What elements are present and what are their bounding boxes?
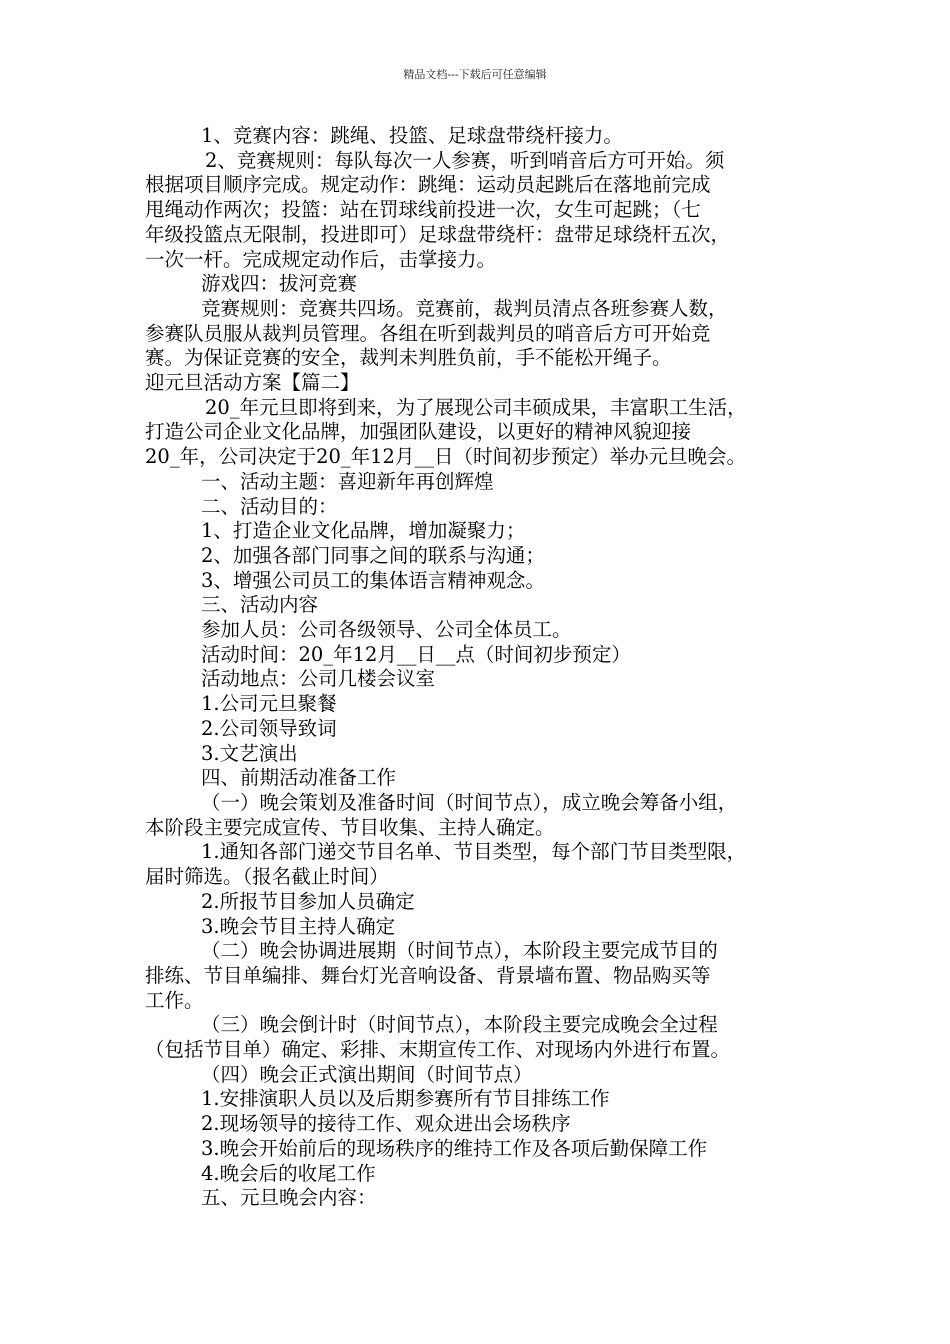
- paragraph-line: 1、竞赛内容：跳绳、投篮、足球盘带绕杆接力。: [201, 124, 623, 147]
- paragraph-line: 排练、节目单编排、舞台灯光音响设备、背景墙布置、物品购买等: [145, 963, 711, 987]
- paragraph-line: 2、竞赛规则：每队每次一人参赛，听到哨音后方可开始。须: [205, 148, 725, 172]
- paragraph-line: 四、前期活动准备工作: [201, 766, 397, 790]
- paragraph-line: 1.公司元旦聚餐: [201, 692, 337, 716]
- paragraph-line: 竞赛规则：竞赛共四场。竞赛前，裁判员清点各班参赛人数，: [201, 296, 728, 320]
- paragraph-line: 一、活动主题：喜迎新年再创辉煌: [201, 469, 494, 493]
- paragraph-line: 参加人员：公司各级领导、公司全体员工。: [201, 618, 572, 642]
- paragraph-line: 赛。为保证竞赛的安全，裁判未判胜负前，手不能松开绳子。: [145, 346, 672, 370]
- paragraph-line: 2.现场领导的接待工作、观众进出会场秩序: [201, 1112, 571, 1136]
- paragraph-line: （一）晚会策划及准备时间（时间节点），成立晚会筹备小组，: [201, 790, 738, 814]
- paragraph-line: 3.晚会开始前后的现场秩序的维持工作及各项后勤保障工作: [201, 1136, 708, 1160]
- paragraph-line: 4.晚会后的收尾工作: [201, 1161, 376, 1185]
- paragraph-line: 2、加强各部门同事之间的联系与沟通；: [201, 543, 545, 567]
- paragraph-line: 甩绳动作两次；投篮：站在罚球线前投进一次，女生可起跳；（七: [145, 198, 701, 222]
- paragraph-line: 工作。: [145, 988, 204, 1012]
- paragraph-line: 届时筛选。（报名截止时间）: [145, 865, 389, 889]
- paragraph-line: 根据项目顺序完成。规定动作：跳绳：运动员起跳后在落地前完成: [145, 173, 711, 197]
- paragraph-line: 二、活动目的：: [201, 494, 338, 518]
- paragraph-line: （四）晚会正式演出期间（时间节点）: [201, 1062, 533, 1086]
- paragraph-line: 3.文艺演出: [201, 741, 298, 765]
- paragraph-line: 五、元旦晚会内容：: [201, 1186, 377, 1210]
- paragraph-line: （包括节目单）确定、彩排、末期宣传工作、对现场内外进行布置。: [145, 1038, 731, 1062]
- paragraph-line: 3、增强公司员工的集体语言精神观念。: [201, 568, 545, 592]
- paragraph-line: 2.所报节目参加人员确定: [201, 889, 415, 913]
- document-body: [145, 124, 825, 1211]
- paragraph-line: 20_年，公司决定于20_年12月__日（时间初步预定）举办元旦晚会。: [145, 445, 746, 469]
- paragraph-line: 1、打造企业文化品牌，增加凝聚力；: [201, 519, 526, 543]
- paragraph-line: 参赛队员服从裁判员管理。各组在听到裁判员的哨音后方可开始竞: [145, 321, 711, 345]
- paragraph-line: 活动时间：20_年12月__日__点（时间初步预定）: [201, 642, 631, 666]
- paragraph-line: 2.公司领导致词: [201, 716, 337, 740]
- page-header: 精品文档---下载后可任意编辑: [403, 68, 547, 81]
- paragraph-line: 迎元旦活动方案【篇二】: [145, 371, 360, 395]
- paragraph-line: 年级投篮点无限制，投进即可）足球盘带绕杆：盘带足球绕杆五次，: [145, 222, 731, 246]
- paragraph-line: 20_年元旦即将到来，为了展现公司丰硕成果，丰富职工生活，: [205, 395, 747, 419]
- paragraph-line: （二）晚会协调进展期（时间节点），本阶段主要完成节目的: [201, 939, 718, 963]
- paragraph-line: 一次一杆。完成规定动作后，击掌接力。: [145, 247, 497, 271]
- paragraph-line: 3.晚会节目主持人确定: [201, 914, 396, 938]
- paragraph-line: 本阶段主要完成宣传、节目收集、主持人确定。: [145, 815, 555, 839]
- paragraph-line: 三、活动内容: [201, 593, 319, 617]
- paragraph-line: （三）晚会倒计时（时间节点），本阶段主要完成晚会全过程: [201, 1013, 718, 1037]
- paragraph-line: 活动地点：公司几楼会议室: [201, 667, 436, 691]
- paragraph-line: 游戏四：拔河竞赛: [201, 272, 358, 296]
- paragraph-line: 1.安排演职人员以及后期参赛所有节目排练工作: [201, 1087, 610, 1111]
- paragraph-line: 打造公司企业文化品牌，加强团队建设，以更好的精神风貌迎接: [145, 420, 692, 444]
- paragraph-line: 1.通知各部门递交节目名单、节目类型，每个部门节目类型限，: [201, 840, 747, 864]
